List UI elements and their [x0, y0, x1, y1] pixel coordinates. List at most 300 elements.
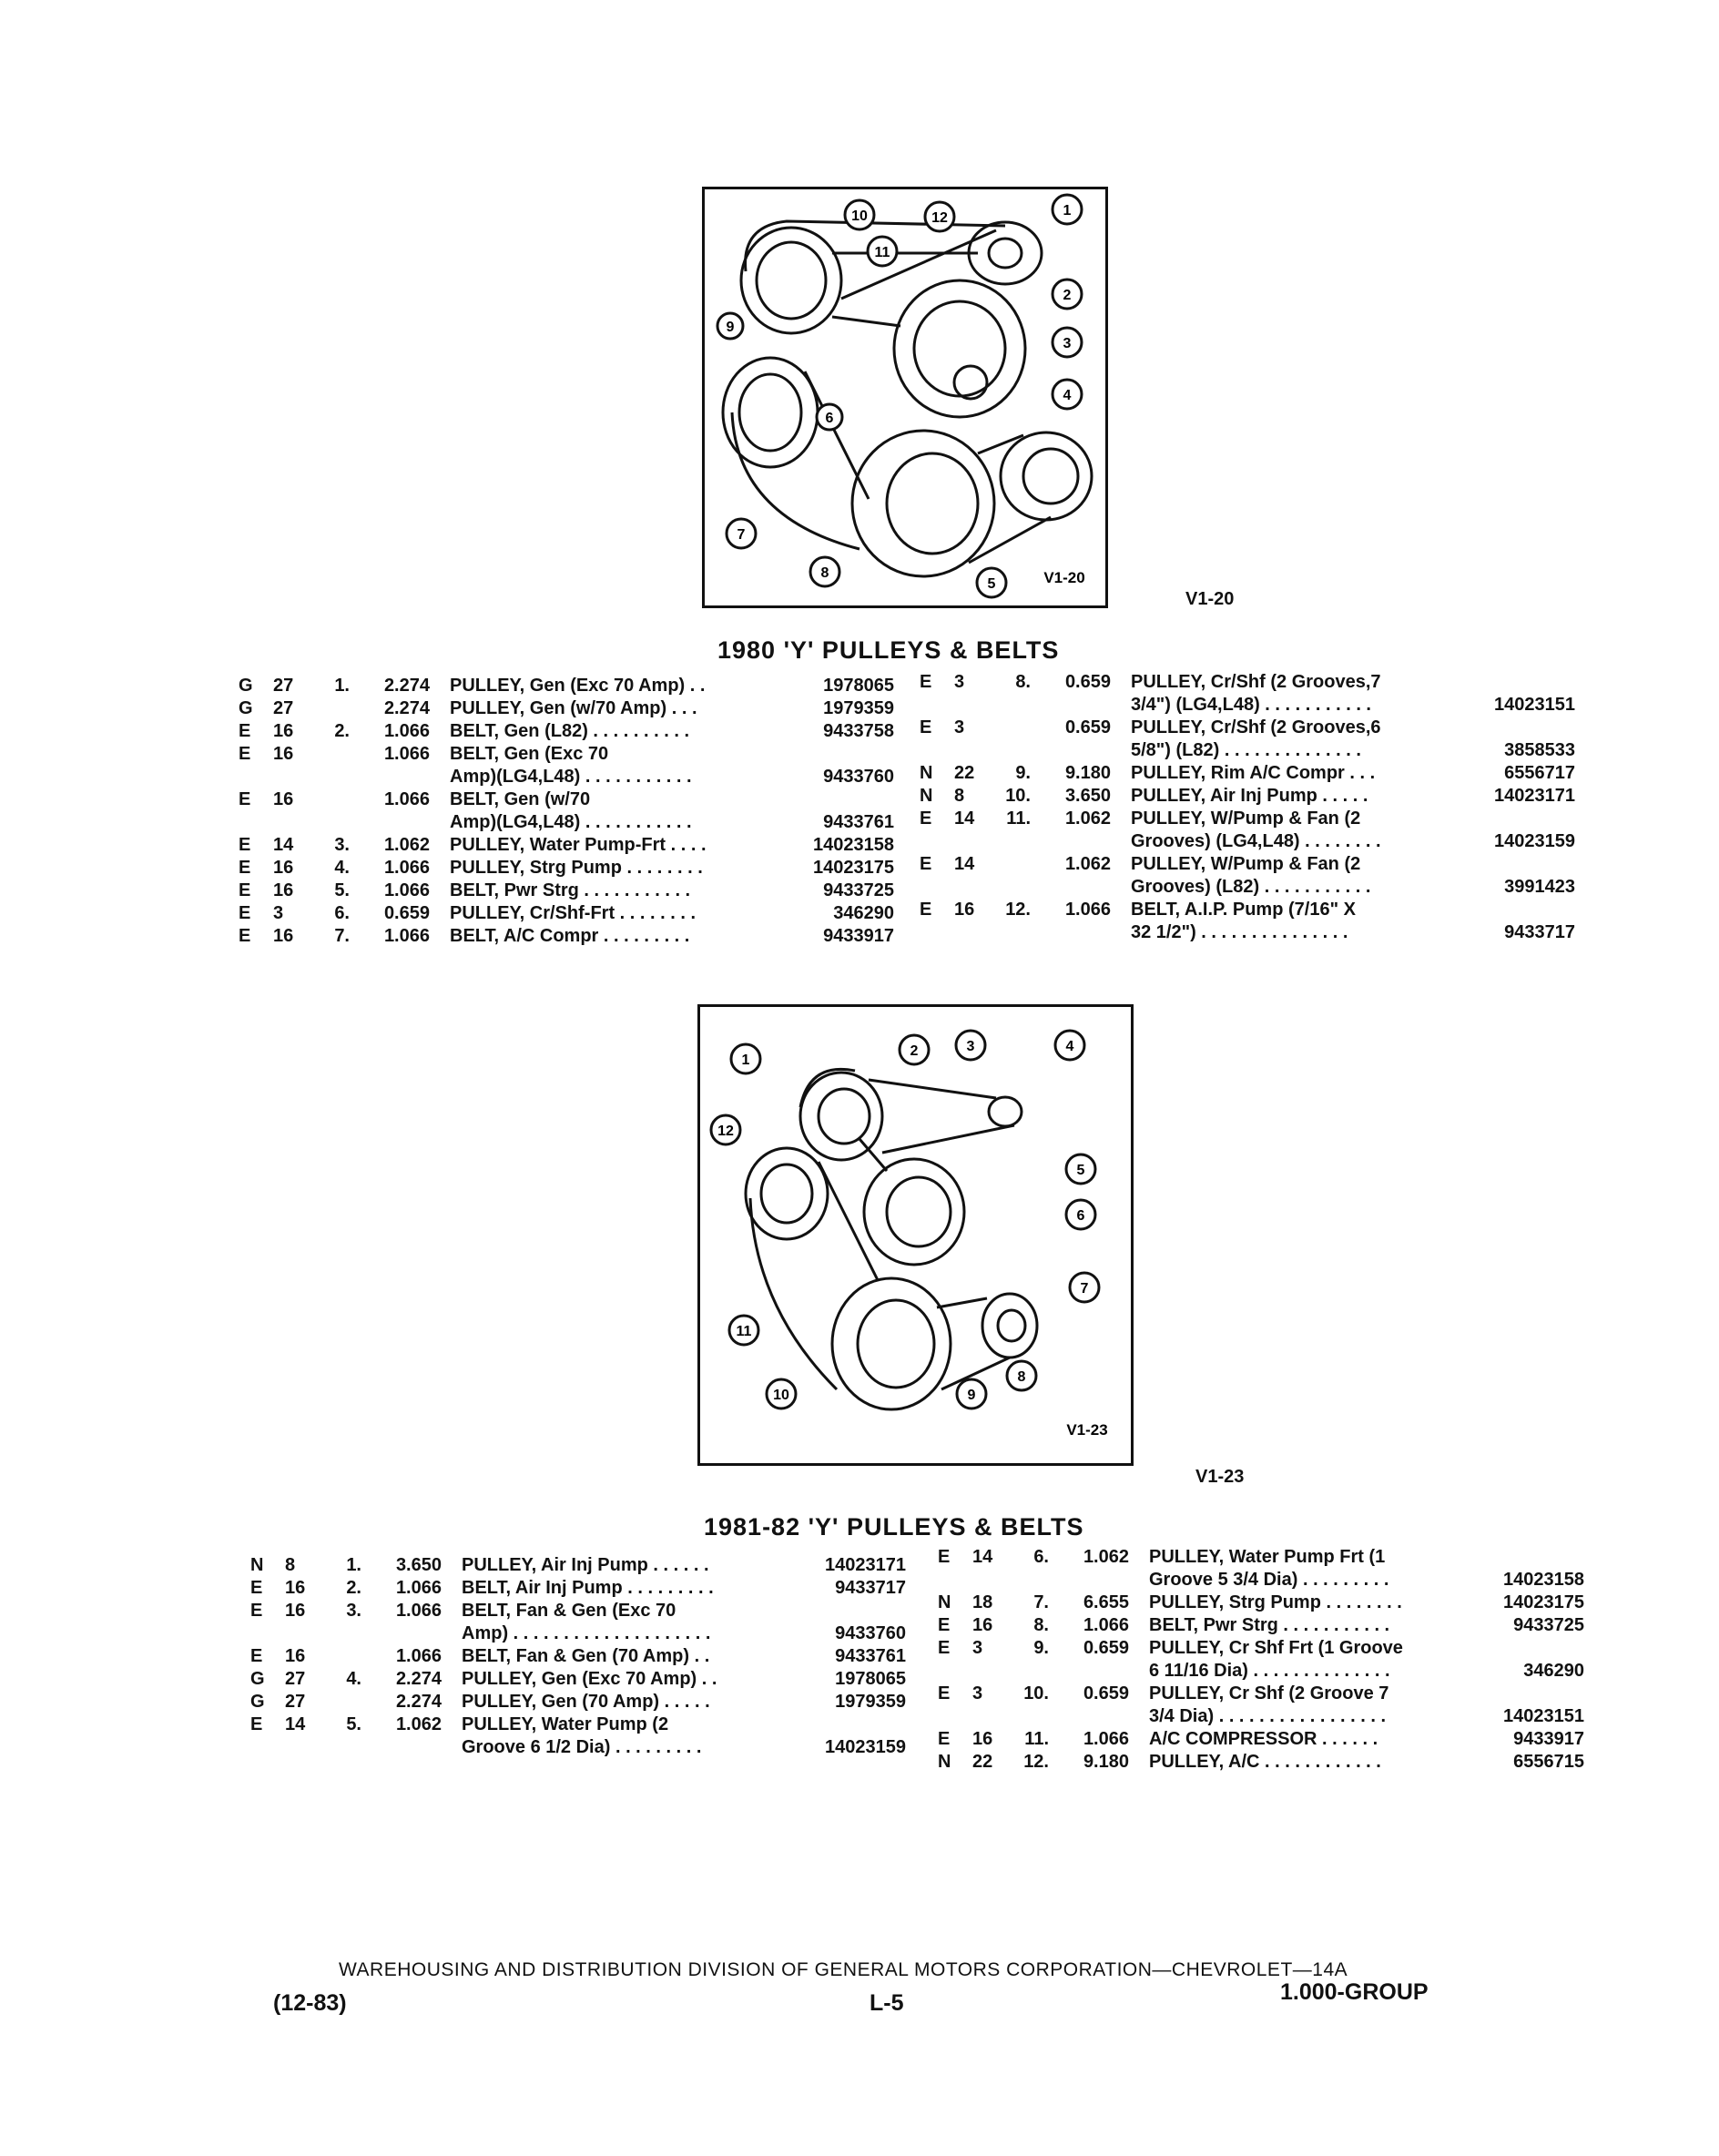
group-code: E: [250, 1646, 263, 1666]
group-code: E: [239, 721, 251, 741]
part-description: BELT, A.I.P. Pump (7/16" X: [1131, 900, 1356, 920]
illustration-key: [310, 788, 355, 811]
parts-row: [250, 1668, 906, 1691]
illustration-key: 10.: [1023, 1683, 1049, 1703]
part-number: 14023175: [813, 858, 894, 878]
callout-9: [717, 313, 743, 339]
part-number: 9433758: [823, 721, 894, 741]
subgroup-code: 3: [972, 1638, 983, 1658]
part-description: BELT, Fan & Gen (70 Amp) . .: [462, 1646, 710, 1666]
part-description: PULLEY, Cr/Shf-Frt . . . . . . . .: [450, 903, 697, 923]
subgroup-code: 3: [954, 717, 965, 737]
svg-text:2: 2: [910, 1043, 919, 1059]
svg-text:12: 12: [931, 210, 948, 226]
callout-11: [868, 237, 897, 266]
part-description: BELT, Pwr Strg . . . . . . . . . . .: [1149, 1615, 1390, 1635]
parts-row: [239, 857, 894, 880]
catalog-code: 6.655: [1083, 1592, 1129, 1612]
callout-9: [957, 1379, 986, 1409]
svg-text:10: 10: [773, 1388, 789, 1403]
illustration-key: 5.: [346, 1714, 361, 1734]
svg-text:6: 6: [825, 411, 834, 426]
parts-row: [938, 1637, 1584, 1660]
illustration-key: 9.: [1015, 763, 1031, 783]
group-code: E: [920, 808, 932, 829]
group-code: E: [938, 1729, 951, 1749]
illustration-key: 2.: [334, 721, 350, 741]
illustration-key: 11.: [1006, 808, 1031, 829]
callout-3: [956, 1031, 985, 1060]
catalog-code: 0.659: [383, 903, 430, 923]
group-code: E: [250, 1714, 263, 1734]
parts-row: [920, 671, 1575, 694]
illustration-key: [321, 1622, 367, 1645]
catalog-code: 2.274: [383, 676, 430, 696]
part-number: 14023158: [813, 835, 894, 855]
part-description: BELT, Fan & Gen (Exc 70: [462, 1601, 676, 1621]
part-description: PULLEY, Cr Shf Frt (1 Groove: [1149, 1638, 1403, 1658]
part-description: BELT, Gen (L82) . . . . . . . . . .: [450, 721, 689, 741]
svg-text:9: 9: [967, 1388, 976, 1403]
part-description: BELT, A/C Compr . . . . . . . . .: [450, 926, 690, 946]
svg-text:3: 3: [1063, 336, 1072, 351]
part-description: PULLEY, Strg Pump . . . . . . . .: [450, 858, 703, 878]
callout-12: [925, 202, 954, 231]
illustration-key: [321, 1736, 367, 1759]
callout-7: [727, 519, 756, 548]
parts-row: [250, 1600, 906, 1622]
catalog-code: [1036, 830, 1111, 853]
catalog-code: [1054, 1569, 1129, 1592]
subgroup-code: [954, 739, 991, 762]
illustration-key: [991, 717, 1036, 739]
part-number: 14023175: [1503, 1592, 1584, 1612]
parts-row: [920, 739, 1575, 762]
part-description: PULLEY, Gen (70 Amp) . . . . .: [462, 1692, 710, 1712]
footer-division-text: WAREHOUSING AND DISTRIBUTION DIVISION OF GENERAL MOTORS CORPORATION—CHEVROLET—14A: [339, 1959, 1348, 1980]
part-description: PULLEY, Gen (Exc 70 Amp) . .: [450, 676, 706, 696]
catalog-code: [1036, 876, 1111, 899]
part-description: PULLEY, Water Pump Frt (1: [1149, 1547, 1386, 1567]
part-description: BELT, Pwr Strg . . . . . . . . . . .: [450, 880, 691, 900]
callout-8: [810, 557, 839, 586]
subgroup-code: 22: [972, 1752, 993, 1772]
catalog-code: 1.066: [383, 858, 430, 878]
belt-diagram-1981-82: [700, 1007, 1131, 1463]
parts-row: [920, 830, 1575, 853]
illustration-key: 10.: [1005, 786, 1031, 806]
parts-row: [250, 1622, 906, 1645]
parts-row: [920, 785, 1575, 808]
part-number: 14023151: [1494, 695, 1575, 715]
callout-1: [1053, 195, 1082, 224]
subgroup-code: [285, 1736, 321, 1759]
catalog-code: [367, 1622, 442, 1645]
illustration-key: 12.: [1005, 900, 1031, 920]
illustration-key: [991, 876, 1036, 899]
catalog-code: 9.180: [1064, 763, 1111, 783]
subgroup-code: [972, 1660, 1009, 1683]
catalog-code: 9.180: [1083, 1752, 1129, 1772]
catalog-code: 1.066: [395, 1646, 442, 1666]
svg-text:8: 8: [1017, 1369, 1026, 1385]
part-description: BELT, Gen (w/70: [450, 789, 591, 809]
group-code: G: [250, 1669, 265, 1689]
part-description: PULLEY, Air Inj Pump . . . . .: [1131, 786, 1368, 806]
illustration-key: 11.: [1024, 1729, 1049, 1749]
catalog-code: [355, 766, 430, 788]
parts-row: [938, 1683, 1584, 1705]
parts-row: [239, 720, 894, 743]
footer-date: (12-83): [273, 1990, 347, 2016]
part-description: PULLEY, Gen (Exc 70 Amp) . .: [462, 1669, 717, 1689]
catalog-code: 1.062: [1083, 1547, 1129, 1567]
catalog-code: 0.659: [1083, 1683, 1129, 1703]
part-description: BELT, Air Inj Pump . . . . . . . . .: [462, 1578, 714, 1598]
catalog-code: 1.066: [395, 1601, 442, 1621]
subgroup-code: 16: [273, 880, 294, 900]
illustration-key: 2.: [346, 1578, 361, 1598]
part-description: 5/8") (L82) . . . . . . . . . . . . . .: [1131, 740, 1361, 760]
catalog-code: 1.066: [383, 926, 430, 946]
figure-caption-v1-23: V1-23: [1195, 1467, 1245, 1487]
illustration-key: [310, 766, 355, 788]
parts-list-1981-82-right: [938, 1546, 1584, 1774]
svg-text:1: 1: [741, 1053, 750, 1068]
parts-row: [938, 1705, 1584, 1728]
illustration-key: 4.: [334, 858, 350, 878]
part-description: PULLEY, Water Pump-Frt . . . .: [450, 835, 707, 855]
illustration-key: [310, 697, 355, 720]
catalog-code: [1054, 1705, 1129, 1728]
group-code: G: [250, 1692, 265, 1712]
section-title-1980: 1980 'Y' PULLEYS & BELTS: [717, 636, 1060, 664]
illustration-key: [1009, 1705, 1054, 1728]
part-description: 3/4 Dia) . . . . . . . . . . . . . . . . .: [1149, 1706, 1387, 1726]
part-description: PULLEY, Cr/Shf (2 Grooves,6: [1131, 717, 1381, 737]
illustration-key: [321, 1691, 367, 1714]
part-description: 32 1/2") . . . . . . . . . . . . . . .: [1131, 922, 1348, 942]
part-description: PULLEY, Strg Pump . . . . . . . .: [1149, 1592, 1402, 1612]
illustration-key: 6.: [1033, 1547, 1049, 1567]
subgroup-code: 18: [972, 1592, 993, 1612]
part-description: Amp)(LG4,L48) . . . . . . . . . . .: [450, 812, 692, 832]
catalog-code: [1036, 694, 1111, 717]
parts-row: [920, 717, 1575, 739]
part-number: 3858533: [1504, 740, 1575, 760]
catalog-code: 1.066: [1083, 1729, 1129, 1749]
part-description: Groove 5 3/4 Dia) . . . . . . . . .: [1149, 1570, 1389, 1590]
parts-row: [938, 1728, 1584, 1751]
catalog-code: 2.274: [383, 698, 430, 718]
subgroup-code: 8: [285, 1555, 296, 1575]
part-number: 9433725: [1513, 1615, 1584, 1635]
catalog-code: [1036, 739, 1111, 762]
subgroup-code: [285, 1622, 321, 1645]
part-number: 1979359: [823, 698, 894, 718]
subgroup-code: 14: [273, 835, 294, 855]
part-description: Amp)(LG4,L48) . . . . . . . . . . .: [450, 767, 692, 787]
illustration-key: [321, 1645, 367, 1668]
group-code: E: [920, 854, 932, 874]
part-number: 9433760: [823, 767, 894, 787]
subgroup-code: 16: [972, 1729, 993, 1749]
part-description: Groove 6 1/2 Dia) . . . . . . . . .: [462, 1737, 702, 1757]
part-number: 9433761: [835, 1646, 906, 1666]
callout-8: [1007, 1361, 1036, 1390]
belt-diagram-1980: [705, 189, 1105, 605]
group-code: E: [938, 1547, 951, 1567]
part-description: BELT, Gen (Exc 70: [450, 744, 609, 764]
part-description: 3/4") (LG4,L48) . . . . . . . . . . .: [1131, 695, 1371, 715]
svg-text:11: 11: [736, 1324, 752, 1339]
svg-text:1: 1: [1063, 203, 1072, 219]
part-number: 6556717: [1504, 763, 1575, 783]
figure-inner-label-v1-23: V1-23: [1066, 1421, 1108, 1439]
subgroup-code: [972, 1569, 1009, 1592]
group-code: [239, 766, 273, 788]
illustration-key: [991, 830, 1036, 853]
group-code: E: [938, 1615, 951, 1635]
svg-text:2: 2: [1063, 288, 1072, 303]
illustration-key: [310, 743, 355, 766]
group-code: [920, 830, 954, 853]
subgroup-code: 16: [285, 1578, 306, 1598]
subgroup-code: 27: [273, 698, 294, 718]
part-description: PULLEY, W/Pump & Fan (2: [1131, 808, 1361, 829]
catalog-code: 3.650: [1064, 786, 1111, 806]
callout-5: [977, 568, 1006, 597]
parts-row: [920, 853, 1575, 876]
parts-list-1980-right: [920, 671, 1575, 944]
part-number: 346290: [833, 903, 894, 923]
parts-row: [920, 808, 1575, 830]
subgroup-code: 16: [273, 926, 294, 946]
group-code: [938, 1660, 972, 1683]
part-description: A/C COMPRESSOR . . . . . .: [1149, 1729, 1378, 1749]
parts-row: [239, 925, 894, 948]
parts-row: [938, 1592, 1584, 1614]
parts-row: [250, 1691, 906, 1714]
callout-6: [1066, 1200, 1095, 1229]
callout-11: [729, 1316, 758, 1345]
group-code: E: [239, 858, 251, 878]
group-code: E: [938, 1638, 951, 1658]
svg-text:7: 7: [737, 527, 746, 543]
illustration-key: 6.: [334, 903, 350, 923]
subgroup-code: [954, 876, 991, 899]
subgroup-code: 27: [285, 1669, 306, 1689]
group-code: E: [239, 789, 251, 809]
part-number: 6556715: [1513, 1752, 1584, 1772]
catalog-code: 1.062: [383, 835, 430, 855]
part-description: PULLEY, Air Inj Pump . . . . . .: [462, 1555, 709, 1575]
catalog-code: 1.066: [383, 789, 430, 809]
illustration-key: [991, 921, 1036, 944]
illustration-key: 7.: [1033, 1592, 1049, 1612]
group-code: E: [239, 926, 251, 946]
subgroup-code: [972, 1705, 1009, 1728]
subgroup-code: [954, 830, 991, 853]
svg-text:12: 12: [717, 1124, 734, 1139]
catalog-code: 3.650: [395, 1555, 442, 1575]
svg-text:9: 9: [726, 320, 735, 335]
part-description: PULLEY, Gen (w/70 Amp) . . .: [450, 698, 697, 718]
subgroup-code: 3: [972, 1683, 983, 1703]
callout-1: [731, 1044, 760, 1073]
part-description: PULLEY, A/C . . . . . . . . . . . .: [1149, 1752, 1381, 1772]
group-code: N: [938, 1592, 951, 1612]
catalog-code: 1.062: [395, 1714, 442, 1734]
subgroup-code: [954, 921, 991, 944]
svg-text:4: 4: [1065, 1039, 1074, 1054]
parts-list-1980-left: [239, 675, 894, 948]
figure-caption-v1-20: V1-20: [1185, 589, 1235, 609]
svg-text:5: 5: [1076, 1163, 1085, 1178]
callout-12: [711, 1115, 740, 1144]
callout-5: [1066, 1154, 1095, 1184]
parts-row: [920, 876, 1575, 899]
parts-list-1981-82-left: [250, 1554, 906, 1759]
part-number: 1978065: [835, 1669, 906, 1689]
parts-row: [920, 899, 1575, 921]
subgroup-code: 14: [285, 1714, 306, 1734]
illustration-key: [991, 694, 1036, 717]
svg-text:8: 8: [820, 565, 829, 581]
illustration-key: [310, 811, 355, 834]
part-description: PULLEY, Water Pump (2: [462, 1714, 669, 1734]
group-code: [250, 1736, 285, 1759]
callout-4: [1053, 380, 1082, 409]
subgroup-code: 14: [972, 1547, 993, 1567]
parts-row: [938, 1569, 1584, 1592]
subgroup-code: 14: [954, 808, 975, 829]
group-code: E: [920, 900, 932, 920]
parts-row: [250, 1577, 906, 1600]
part-description: PULLEY, W/Pump & Fan (2: [1131, 854, 1361, 874]
part-number: 14023171: [1494, 786, 1575, 806]
svg-text:5: 5: [987, 576, 996, 592]
callout-2: [1053, 280, 1082, 309]
parts-row: [250, 1554, 906, 1577]
parts-row: [938, 1660, 1584, 1683]
part-number: 14023151: [1503, 1706, 1584, 1726]
group-code: [250, 1622, 285, 1645]
catalog-code: 1.062: [1064, 854, 1111, 874]
part-number: 9433760: [835, 1623, 906, 1643]
parts-row: [239, 766, 894, 788]
group-code: E: [920, 672, 932, 692]
catalog-code: 0.659: [1083, 1638, 1129, 1658]
parts-row: [938, 1614, 1584, 1637]
subgroup-code: 16: [954, 900, 975, 920]
callout-6: [817, 404, 842, 430]
parts-row: [239, 788, 894, 811]
illustration-key: 3.: [334, 835, 350, 855]
subgroup-code: 16: [273, 789, 294, 809]
illustration-key: 4.: [346, 1669, 361, 1689]
part-number: 14023171: [825, 1555, 906, 1575]
part-number: 1979359: [835, 1692, 906, 1712]
catalog-code: 1.066: [383, 721, 430, 741]
catalog-code: 1.066: [1083, 1615, 1129, 1635]
footer-group: 1.000-GROUP: [1280, 1979, 1429, 2005]
part-number: 9433917: [1513, 1729, 1584, 1749]
group-code: N: [938, 1752, 951, 1772]
group-code: N: [920, 763, 933, 783]
part-description: 6 11/16 Dia) . . . . . . . . . . . . . .: [1149, 1661, 1390, 1681]
subgroup-code: 16: [273, 744, 294, 764]
subgroup-code: 16: [273, 721, 294, 741]
parts-row: [239, 743, 894, 766]
part-description: Amp) . . . . . . . . . . . . . . . . . . . .: [462, 1623, 711, 1643]
group-code: E: [250, 1601, 263, 1621]
parts-row: [938, 1751, 1584, 1774]
illustration-key: 8.: [1015, 672, 1031, 692]
parts-row: [239, 834, 894, 857]
catalog-code: [1054, 1660, 1129, 1683]
illustration-key: 9.: [1033, 1638, 1049, 1658]
catalog-code: [367, 1736, 442, 1759]
subgroup-code: 3: [273, 903, 284, 923]
part-number: 9433725: [823, 880, 894, 900]
group-code: [938, 1569, 972, 1592]
subgroup-code: [273, 766, 310, 788]
callout-4: [1055, 1031, 1084, 1060]
subgroup-code: 16: [972, 1615, 993, 1635]
group-code: E: [239, 903, 251, 923]
callout-10: [845, 200, 874, 229]
parts-row: [920, 921, 1575, 944]
subgroup-code: [954, 694, 991, 717]
part-number: 9433761: [823, 812, 894, 832]
group-code: [938, 1705, 972, 1728]
group-code: [239, 811, 273, 834]
part-number: 14023159: [1494, 831, 1575, 851]
group-code: E: [239, 744, 251, 764]
part-description: PULLEY, Rim A/C Compr . . .: [1131, 763, 1376, 783]
parts-row: [250, 1645, 906, 1668]
catalog-code: 1.066: [395, 1578, 442, 1598]
parts-row: [250, 1714, 906, 1736]
group-code: [920, 694, 954, 717]
parts-row: [239, 902, 894, 925]
part-number: 1978065: [823, 676, 894, 696]
group-code: G: [239, 676, 253, 696]
part-number: 9433717: [835, 1578, 906, 1598]
part-number: 3991423: [1504, 877, 1575, 897]
group-code: E: [250, 1578, 263, 1598]
parts-row: [239, 811, 894, 834]
parts-row: [239, 697, 894, 720]
svg-text:6: 6: [1076, 1208, 1085, 1224]
part-description: Grooves) (L82) . . . . . . . . . . .: [1131, 877, 1371, 897]
group-code: N: [250, 1555, 264, 1575]
subgroup-code: 22: [954, 763, 975, 783]
illustration-key: 3.: [346, 1601, 361, 1621]
illustration-key: 5.: [334, 880, 350, 900]
subgroup-code: [273, 811, 310, 834]
subgroup-code: 27: [285, 1692, 306, 1712]
part-number: 9433717: [1504, 922, 1575, 942]
part-number: 14023159: [825, 1737, 906, 1757]
part-number: 14023158: [1503, 1570, 1584, 1590]
callout-10: [767, 1379, 796, 1409]
footer-page-number: L-5: [870, 1990, 904, 2016]
subgroup-code: 8: [954, 786, 965, 806]
illustration-key: 1.: [346, 1555, 361, 1575]
figure-v1-23: [697, 1004, 1134, 1466]
